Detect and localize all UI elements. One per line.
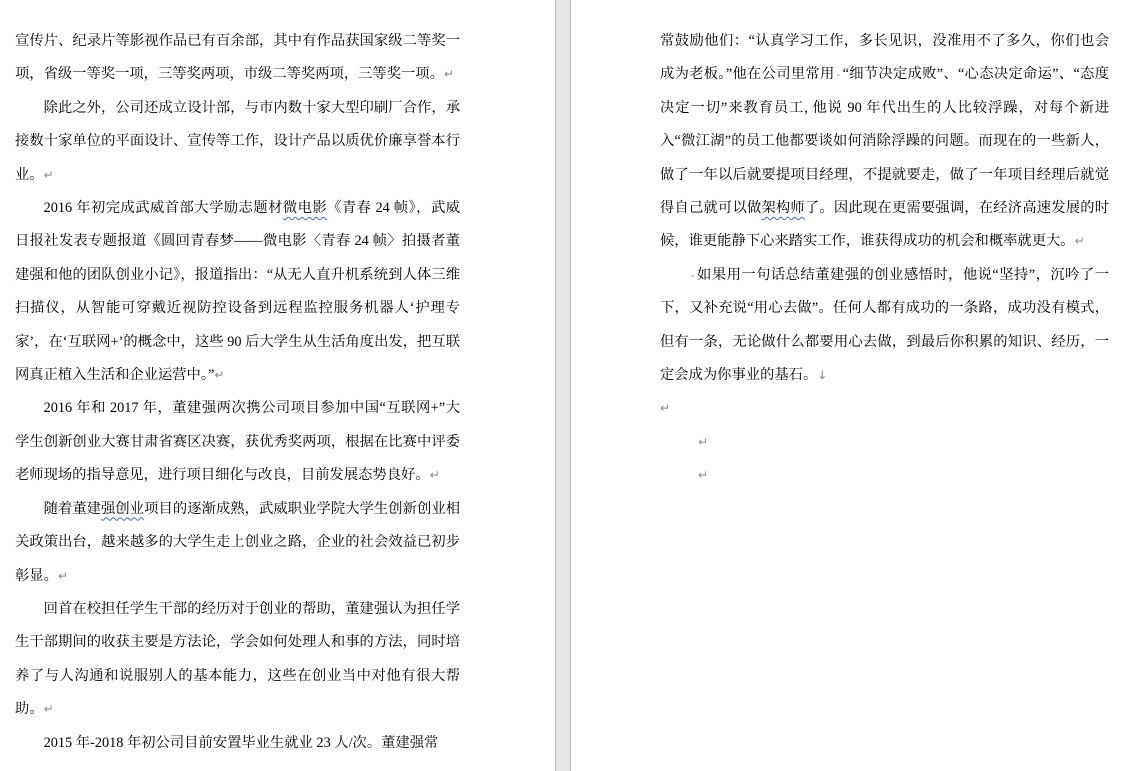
paragraph-mark-icon: ↵ <box>214 368 225 383</box>
paragraph[interactable] <box>15 25 460 92</box>
paragraph-mark-icon: ↵ <box>57 568 68 583</box>
text-run: 宣传片、纪录片等影视作品已有百余部，其中有作品获国家级二等奖一项，省级一等奖一项，三等奖两项，市级二等奖两项，三等奖一项。 <box>15 33 460 83</box>
spellcheck-squiggle-text: 强创业 <box>101 500 145 517</box>
text-run: 2016 年和 2017 年，董建强两次携公司项目参加中国“互联网+”大学生创新创业大赛甘肃省赛区决赛，获优秀奖两项，根据在比赛中评委老师现场的指导意见，进行项目细化与改良，目前发展态势良好。 <box>15 400 460 484</box>
paragraph[interactable] <box>15 192 460 392</box>
page-gap-divider <box>555 0 571 771</box>
paragraph-mark-icon: ↵ <box>698 468 709 483</box>
space-format-mark-icon: - <box>836 68 841 82</box>
document-page-right[interactable] <box>571 0 1141 771</box>
text-run: 如果用一句话总结董建强的创业感悟时，他说“坚持”，沉吟了一下，又补充说“用心去做”。任何人都有成功的一条路，成功没有模式，但有一条，无论做什么都要用心去做，到最后你积累的知识、经历，一定会成为你事业的基石。 <box>660 266 1109 384</box>
paragraph[interactable] <box>15 392 460 492</box>
text-run: 常鼓励他们：“认真学习工作，多长见识，没准用不了多久，你们也会成为老板。”他在公司里常用 <box>660 33 1109 83</box>
paragraph[interactable] <box>15 593 460 727</box>
paragraph[interactable] <box>660 25 1109 259</box>
paragraph-mark-icon: ↵ <box>429 468 440 483</box>
paragraph-mark-icon: ↵ <box>660 401 671 416</box>
paragraph[interactable] <box>15 727 460 760</box>
page-left-text-area[interactable] <box>15 25 460 760</box>
space-format-mark-icon: - <box>690 268 695 282</box>
text-run: 除此之外，公司还成立设计部，与市内数十家大型印刷厂合作，承接数十家单位的平面设计、宣传等工作，设计产品以质优价廉享誉本行业。 <box>15 99 460 183</box>
text-run: 2016 年初完成武威首部大学励志题材 <box>43 200 283 217</box>
paragraph-mark-icon: ↵ <box>443 67 454 82</box>
paragraph-mark-icon: ↵ <box>698 434 709 449</box>
spellcheck-squiggle-text: 架构师 <box>761 200 805 217</box>
paragraph[interactable] <box>660 459 1109 492</box>
paragraph-mark-icon: ↵ <box>43 702 54 717</box>
paragraph[interactable] <box>660 259 1109 393</box>
paragraph[interactable] <box>660 426 1109 459</box>
page-right-text-area[interactable] <box>660 25 1109 493</box>
text-run: 了。因此现在更需要强调，在经济高速发展的时候，谁更能静下心来踏实工作，谁获得成功的机会和概率就更大。 <box>660 200 1110 250</box>
spellcheck-squiggle-text: 微电影 <box>282 200 328 217</box>
text-run: 回首在校担任学生干部的经历对于创业的帮助，董建强认为担任学生干部期间的收获主要是方法论，学会如何处理人和事的方法，同时培养了与人沟通和说服别人的基本能力，这些在创业当中对他有很大帮助。 <box>15 600 460 718</box>
text-run: “细节决定成败”、“心态决定命运”、“态度决定一切”来教育员工, 他说 90 年代出生的人比较浮躁，对每个新进入“微江湖”的员工他都要谈如何消除浮躁的问题。而现在的一些新人，做了一年以后就要提项目经理，不提就要走，做了一年项目经理后就觉得自己就可以做 <box>660 66 1109 217</box>
text-run: 2015 年-2018 年初公司目前安置毕业生就业 23 人/次。董建强常 <box>43 734 439 751</box>
line-break-mark-icon: ↓ <box>817 368 828 383</box>
text-run: 随着董建 <box>43 500 102 517</box>
paragraph-mark-icon: ↵ <box>1074 234 1085 249</box>
paragraph-mark-icon: ↵ <box>43 167 54 182</box>
paragraph[interactable] <box>660 392 1109 425</box>
paragraph[interactable] <box>15 92 460 192</box>
paragraph[interactable] <box>15 493 460 593</box>
document-page-left[interactable] <box>0 0 555 771</box>
text-run: 《青春 24 帧》，武威日报社发表专题报道《圆回青春梦——微电影〈青春 24 帧〉拍摄者董建强和他的团队创业小记》，报道指出：“从无人直升机系统到人体三维扫描仪，从智能可穿戴近视防控设备到远程监控服务机器人‘护理专家’，在‘互联网+’的概念中，这些 90 后大学生从生活角度出发，把互联网真正植入生活和企业运营中。” <box>15 200 460 384</box>
text-run: 项目的逐渐成熟，武威职业学院大学生创新创业相关政策出台，越来越多的大学生走上创业之路，企业的社会效益已初步彰显。 <box>15 500 461 584</box>
